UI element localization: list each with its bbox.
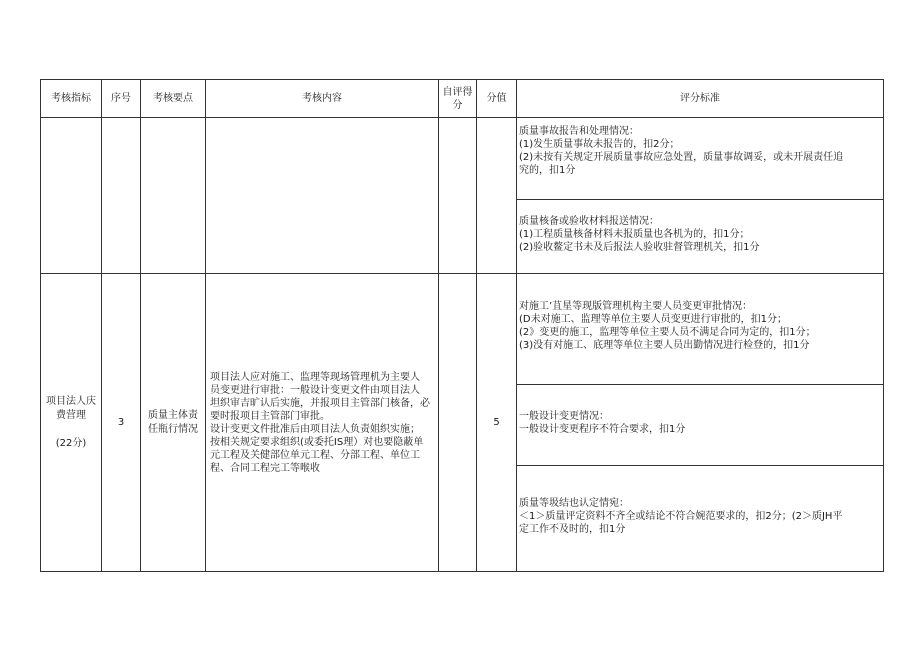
table-row-1 <box>41 118 884 274</box>
assessment-table <box>40 79 884 572</box>
row2-standard <box>517 274 884 572</box>
indicator-label-line2: 费营理 <box>56 409 86 421</box>
row1-content <box>206 118 439 274</box>
standard-line: ＜1＞质量评定资料不齐全或结论不符合婉范要求的，扣2分；(2＞质JH平 <box>519 511 843 522</box>
content-line: 要时报项目主管部门审批。 <box>210 410 330 422</box>
standard-line: (2》变更的施工，监理等单位主要人员不满足合同为定的，扣1分； <box>519 327 816 338</box>
header-content: 考核内容 <box>206 80 439 118</box>
row1-standard <box>517 118 884 274</box>
standard-line: (1)工程质量核备材料未报质量也各机为的，扣1分； <box>519 229 750 240</box>
standard-line: (3)没有对施工、底理等单位主要人员出勤情况进行检登的，扣1分 <box>519 340 810 351</box>
row2-points: 5 <box>477 274 517 572</box>
key-point-line1: 质量主体责 <box>148 409 198 421</box>
row2-key-point <box>141 274 206 572</box>
row1-indicator <box>41 118 102 274</box>
row1-key-point <box>141 118 206 274</box>
header-key-point: 考核要点 <box>141 80 206 118</box>
content-line: 员变更进行审批：一般设计变更文件由项目法人 <box>210 384 420 396</box>
standard-title: 质量事故报告和处理情况： <box>519 126 639 137</box>
header-self-score-line2: 分 <box>452 99 463 111</box>
content-line: 坦织审吉旷认后实施，并报项目主管部门核备，必 <box>210 397 430 409</box>
standard-block-accident <box>517 118 883 200</box>
row2-self-score <box>439 274 477 572</box>
content-line: 程、合同工程完工等喉收 <box>210 462 320 474</box>
content-line: 按相关规定要求组织(或委托IS理）对也要隐蔽单 <box>210 436 424 448</box>
key-point-line2: 任瓶行情况 <box>148 423 198 435</box>
standard-line: (2)验收鳌定书未及后报法人验收驻督管理机关，扣1分 <box>519 242 760 253</box>
table-row-2 <box>41 274 884 572</box>
standard-title: 对施工’苴星等现版管理机构主要人员变更审批情况： <box>519 301 753 312</box>
standard-block-quality-grade <box>517 466 883 571</box>
row2-content <box>206 274 439 572</box>
header-points: 分值 <box>477 80 517 118</box>
standard-line: (2)未按有关规定开展质量事故应急处置，质量事故调妥，或未开展责任追 <box>519 152 844 163</box>
standard-block-verification <box>517 200 883 273</box>
standard-title: 质量核备或验收材料报送情况： <box>519 216 659 227</box>
row1-points <box>477 118 517 274</box>
row1-self-score <box>439 118 477 274</box>
row2-seq: 3 <box>102 274 141 572</box>
standard-line: (1)发生质量事故未报告的，扣2分； <box>519 139 680 150</box>
row2-indicator <box>41 274 102 572</box>
header-self-score <box>439 80 477 118</box>
header-row <box>41 80 884 118</box>
header-self-score-line1: 自评得 <box>442 86 473 98</box>
content-line: 元工程及关健部位单元工程、分部工程、单位工 <box>210 449 420 461</box>
content-line: 项目法人应对施工、监理等现场管理机为主要人 <box>210 371 420 383</box>
standard-block-personnel <box>517 274 883 385</box>
indicator-label-line1: 项目法人庆 <box>46 395 96 407</box>
standard-block-design-change <box>517 385 883 466</box>
standard-title: 一般设计变更情况： <box>519 411 609 422</box>
content-line: 设计变更文件批准后由项目法人负责姐织实施； <box>210 423 420 435</box>
row1-seq <box>102 118 141 274</box>
standard-line: 定工作不及时的，扣1分 <box>519 524 626 535</box>
header-seq: 序号 <box>102 80 141 118</box>
standard-line: 究的，扣1分 <box>519 165 576 176</box>
standard-title: 质量等圾结也认定情宛： <box>519 498 629 509</box>
indicator-score: (22分) <box>55 437 87 449</box>
standard-line: (D未对施工、监理等单位主要人员变更进行审批的，扣1分； <box>519 314 787 325</box>
header-standard: 评分标准 <box>517 80 884 118</box>
standard-line: 一般设计变更程序不符合要求，扣1分 <box>519 424 686 435</box>
header-indicator: 考核指标 <box>41 80 102 118</box>
